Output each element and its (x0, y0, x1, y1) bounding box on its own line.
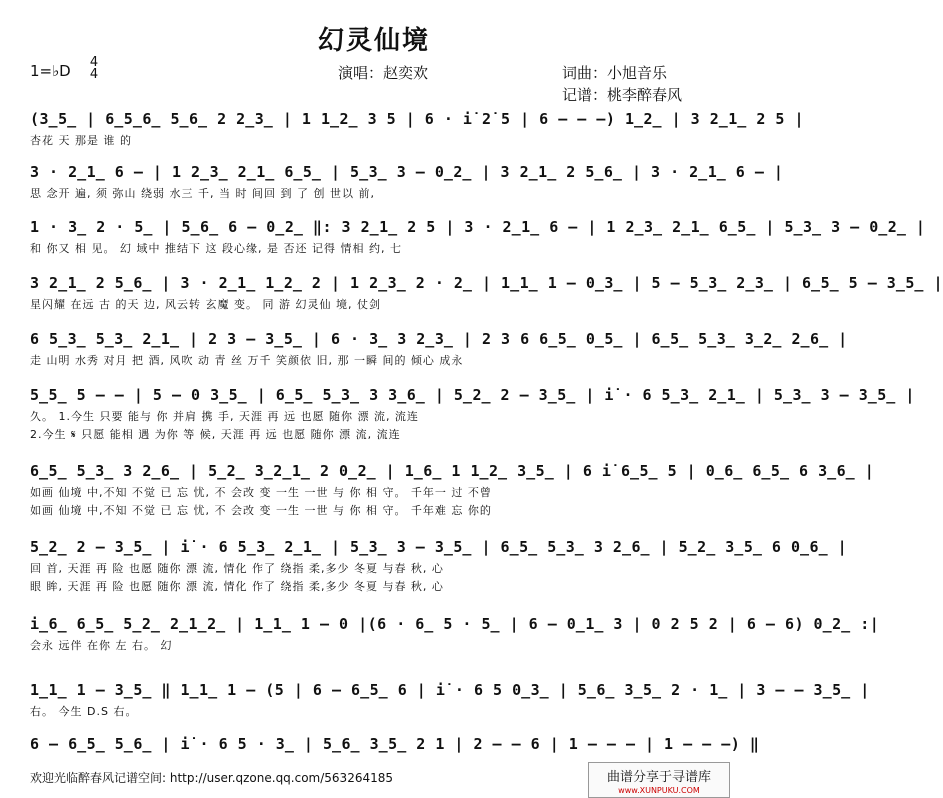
lyric-row: 2.今生 𝄋 只愿 能相 遇 为你 等 候, 天涯 再 远 也愿 随你 漂 流, 流连 (30, 428, 401, 441)
lyric-row: 如画 仙境 中,不知 不觉 已 忘 忧, 不 会改 变 一生 一世 与 你 相 守。 千年一 过 不曾 (30, 486, 492, 499)
composer: 词曲：小旭音乐 (562, 64, 668, 82)
score-line (30, 110, 805, 148)
score-line (30, 218, 926, 256)
stamp-title: 曲谱分享于寻谱库 (606, 770, 711, 785)
song-title: 幻灵仙境 (317, 26, 430, 56)
score-line (30, 386, 915, 442)
score-line (30, 735, 760, 753)
key-signature: 1=♭D (30, 62, 71, 80)
watermark-stamp (588, 762, 730, 798)
notation-row: 6̲5̲ 5̲3̲ 3 2̲6̲ | 5̲2̲ 3̲2̲1̲ 2 0̲2̲ | 1̲6̲ 1 1̲2̲ 3̲5̲ | 6 i̇ 6̲5̲ 5 | 0̲6̲ 6̲5̲ 6 3̲6̲ | (30, 462, 875, 480)
stamp-url: www.XUNPUKU.COM (618, 786, 700, 795)
lyric-row: 走 山明 水秀 对月 把 酒, 风吹 动 青 丝 万千 笑颜依 旧, 那 一瞬 间的 倾心 成永 (30, 354, 464, 367)
notation-row: 5̲5̲ 5 – – | 5 – 0 3̲5̲ | 6̲5̲ 5̲3̲ 3 3̲6̲ | 5̲2̲ 2 – 3̲5̲ | i̇ · 6 5̲3̲ 2̲1̲ | 5̲3̲ 3 – 3̲5̲ | (30, 386, 915, 404)
lyric-row: 思 念开 遍, 须 弥山 绕弱 水三 千, 当 时 间回 到 了 创 世以 前, (30, 187, 375, 200)
notation-row: 3 · 2̲1̲ 6 – | 1 2̲3̲ 2̲1̲ 6̲5̲ | 5̲3̲ 3 – 0̲2̲ | 3 2̲1̲ 2 5̲6̲ | 3 · 2̲1̲ 6 – | (30, 163, 784, 181)
lyric-row: 右。 今生 D.S 右。 (30, 705, 138, 718)
lyric-row: 回 首, 天涯 再 险 也愿 随你 漂 流, 情化 作了 绕指 柔,多少 冬夏 与春 秋, 心 (30, 562, 444, 575)
notation-row: i̲6̲ 6̲5̲ 5̲2̲ 2̲1̲2̲ | 1̲1̲ 1 – 0 |(6 · 6̲ 5 · 5̲ | 6 – 0̲1̲ 3 | 0 2 5 2 | 6 – 6) 0̲2̲ :| (30, 615, 880, 633)
lyric-row: 久。 1.今生 只要 能与 你 并肩 携 手, 天涯 再 远 也愿 随你 漂 流, 流连 (30, 410, 419, 423)
score-line (30, 163, 784, 201)
lyric-row: 星闪耀 在远 古 的天 边, 风云转 玄魔 变。 同 游 幻灵仙 境, 仗剑 (30, 298, 381, 311)
lyric-row: 和 你又 相 见。 幻 域中 推结下 这 段心缘, 是 否还 记得 情相 约, 七 (30, 242, 402, 255)
notation-row: (3̲5̲ | 6̲5̲6̲ 5̲6̲ 2 2̲3̲ | 1 1̲2̲ 3 5 | 6 · i̇ 2̇ 5 | 6 – – –) 1̲2̲ | 3 2̲1̲ 2 5 | (30, 110, 805, 128)
lyric-row: 如画 仙境 中,不知 不觉 已 忘 忧, 不 会改 变 一生 一世 与 你 相 守。 千年难 忘 你的 (30, 504, 492, 517)
notation-row: 1 · 3̲ 2 · 5̲ | 5̲6̲ 6 – 0̲2̲ ‖: 3 2̲1̲ 2 5 | 3 · 2̲1̲ 6 – | 1 2̲3̲ 2̲1̲ 6̲5̲ | 5̲3̲ 3 – 0̲2̲ | (30, 218, 926, 236)
transcriber: 记谱：桃李醉春风 (562, 86, 683, 104)
notation-row: 6 – 6̲5̲ 5̲6̲ | i̇ · 6 5 · 3̲ | 5̲6̲ 3̲5̲ 2 1 | 2 – – 6 | 1 – – – | 1 – – –) ‖ (30, 735, 760, 753)
score-line (30, 462, 875, 518)
notation-row: 6 5̲3̲ 5̲3̲ 2̲1̲ | 2 3 – 3̲5̲ | 6 · 3̲ 3 2̲3̲ | 2 3 6 6̲5̲ 0̲5̲ | 6̲5̲ 5̲3̲ 3̲2̲ 2̲6̲ | (30, 330, 848, 348)
score-line (30, 615, 880, 653)
time-signature (88, 57, 100, 81)
time-signature-top: 4 (89, 55, 99, 70)
score-line (30, 681, 870, 719)
score-line (30, 274, 943, 312)
footer-website: 欢迎光临醉春风记谱空间: http://user.qzone.qq.com/563264185 (30, 771, 394, 785)
notation-row: 1̲1̲ 1 – 3̲5̲ ‖ 1̲1̲ 1 – (5 | 6 – 6̲5̲ 6 | i̇ · 6 5 0̲3̲ | 5̲6̲ 3̲5̲ 2 · 1̲ | 3 – – 3̲5̲ | (30, 681, 870, 699)
notation-row: 3 2̲1̲ 2 5̲6̲ | 3 · 2̲1̲ 1̲2̲ 2 | 1 2̲3̲ 2 · 2̲ | 1̲1̲ 1 – 0̲3̲ | 5 – 5̲3̲ 2̲3̲ | 6̲5̲ 5 – 3̲5̲ | (30, 274, 943, 292)
score-line (30, 330, 848, 368)
score-line (30, 538, 848, 594)
singer: 演唱：赵奕欢 (338, 64, 429, 82)
lyric-row: 杏花 天 那是 谁 的 (30, 134, 132, 147)
time-signature-bottom: 4 (89, 67, 99, 82)
lyric-row: 眼 眸, 天涯 再 险 也愿 随你 漂 流, 情化 作了 绕指 柔,多少 冬夏 与春 秋, 心 (30, 580, 444, 593)
notation-row: 5̲2̲ 2 – 3̲5̲ | i̇ · 6 5̲3̲ 2̲1̲ | 5̲3̲ 3 – 3̲5̲ | 6̲5̲ 5̲3̲ 3 2̲6̲ | 5̲2̲ 3̲5̲ 6 0̲6̲ | (30, 538, 848, 556)
lyric-row: 会永 远伴 在你 左 右。 幻 (30, 639, 173, 652)
